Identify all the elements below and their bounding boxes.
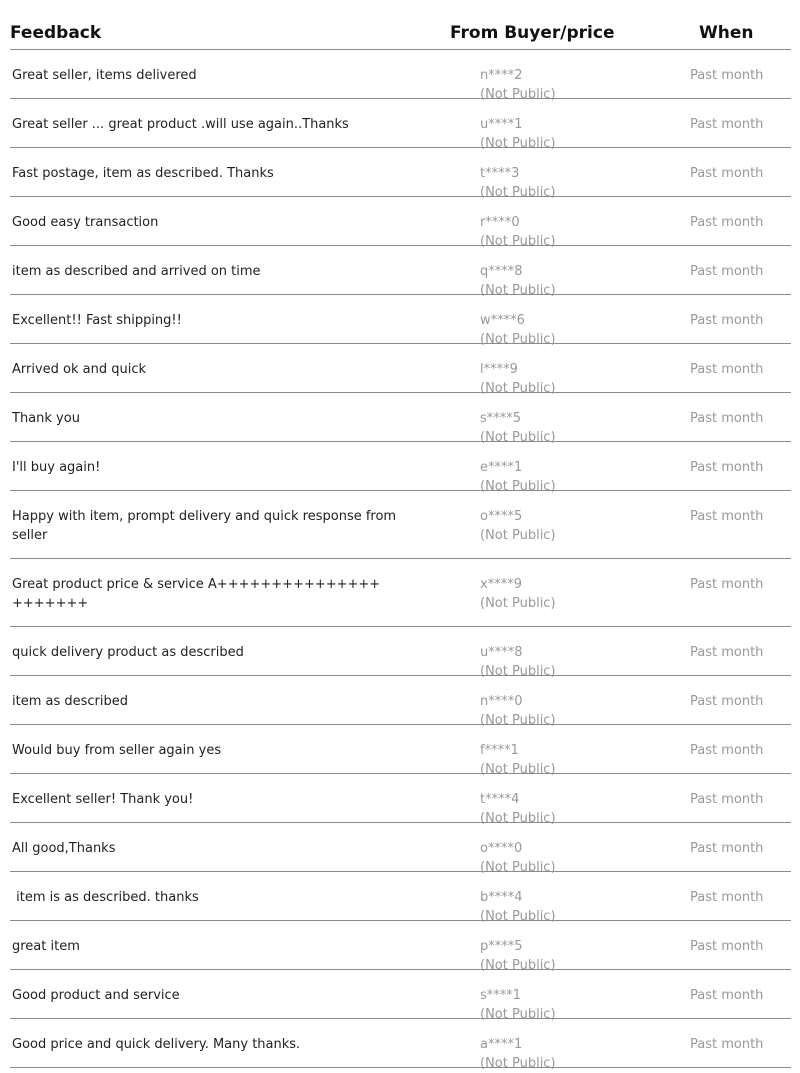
price-not-public: (Not Public): [480, 234, 556, 249]
price-not-public: (Not Public): [480, 381, 556, 396]
when-text: Past month: [690, 1037, 764, 1052]
price-not-public: (Not Public): [480, 909, 556, 924]
feedback-text: Great seller ... great product .will use again..Thanks: [12, 117, 349, 132]
buyer-id: q****8: [480, 264, 523, 279]
table-row: [10, 148, 791, 200]
table-row: [10, 823, 791, 875]
buyer-id: s****5: [480, 411, 522, 426]
feedback-text: Excellent!! Fast shipping!!: [12, 313, 182, 328]
feedback-text: quick delivery product as described: [12, 645, 244, 660]
when-text: Past month: [690, 890, 764, 905]
price-not-public: (Not Public): [480, 762, 556, 777]
from-buyer-column-header: From Buyer/price: [450, 23, 615, 43]
buyer-id: u****8: [480, 645, 523, 660]
buyer-id: t****4: [480, 792, 520, 807]
when-text: Past month: [690, 645, 764, 660]
table-row: [10, 559, 791, 627]
when-text: Past month: [690, 68, 764, 83]
table-row: [10, 627, 791, 679]
when-text: Past month: [690, 313, 764, 328]
table-row: [10, 344, 791, 396]
table-row: [10, 872, 791, 924]
price-not-public: (Not Public): [480, 860, 556, 875]
price-not-public: (Not Public): [480, 479, 556, 494]
feedback-text: Good price and quick delivery. Many thanks.: [12, 1037, 301, 1052]
price-not-public: (Not Public): [480, 596, 556, 611]
price-not-public: (Not Public): [480, 713, 556, 728]
buyer-id: a****1: [480, 1037, 523, 1052]
feedback-table: [10, 0, 791, 1071]
table-row: [10, 1019, 791, 1071]
buyer-id: x****9: [480, 577, 522, 592]
price-not-public: (Not Public): [480, 87, 556, 102]
feedback-text: Good easy transaction: [12, 215, 159, 230]
table-row: [10, 442, 791, 494]
when-text: Past month: [690, 215, 764, 230]
feedback-text: great item: [12, 939, 80, 954]
feedback-text: item as described: [12, 694, 129, 709]
price-not-public: (Not Public): [480, 1007, 556, 1022]
feedback-text: item is as described. thanks: [12, 890, 199, 905]
when-text: Past month: [690, 841, 764, 856]
table-row: [10, 50, 791, 102]
price-not-public: (Not Public): [480, 1056, 556, 1071]
buyer-id: o****0: [480, 841, 523, 856]
feedback-text: All good,Thanks: [12, 841, 116, 856]
table-row: [10, 246, 791, 298]
when-text: Past month: [690, 264, 764, 279]
when-text: Past month: [690, 362, 764, 377]
when-text: Past month: [690, 460, 764, 475]
feedback-text: Great seller, items delivered: [12, 68, 197, 83]
price-not-public: (Not Public): [480, 664, 556, 679]
when-column-header: When: [699, 23, 754, 43]
when-text: Past month: [690, 939, 764, 954]
feedback-text: item as described and arrived on time: [12, 264, 261, 279]
table-row: [10, 725, 791, 777]
feedback-text: Would buy from seller again yes: [12, 743, 222, 758]
buyer-id: f****1: [480, 743, 519, 758]
when-text: Past month: [690, 577, 764, 592]
buyer-id: n****2: [480, 68, 523, 83]
when-text: Past month: [690, 743, 764, 758]
feedback-text: Thank you: [12, 411, 80, 426]
buyer-cell: [480, 1035, 556, 1073]
price-not-public: (Not Public): [480, 283, 556, 298]
buyer-id: l****9: [480, 362, 518, 377]
feedback-column-header: Feedback: [10, 23, 102, 43]
feedback-text: Arrived ok and quick: [12, 362, 147, 377]
when-text: Past month: [690, 117, 764, 132]
price-not-public: (Not Public): [480, 136, 556, 151]
buyer-id: e****1: [480, 460, 523, 475]
buyer-cell: [480, 507, 556, 545]
table-row: [10, 921, 791, 973]
buyer-id: p****5: [480, 939, 523, 954]
price-not-public: (Not Public): [480, 332, 556, 347]
feedback-text: I'll buy again!: [12, 460, 101, 475]
price-not-public: (Not Public): [480, 528, 556, 543]
buyer-id: r****0: [480, 215, 520, 230]
feedback-text: Happy with item, prompt delivery and quick response from seller: [12, 509, 401, 543]
when-text: Past month: [690, 166, 764, 181]
buyer-id: o****5: [480, 509, 523, 524]
when-text: Past month: [690, 694, 764, 709]
buyer-cell: [480, 575, 556, 613]
price-not-public: (Not Public): [480, 811, 556, 826]
when-text: Past month: [690, 411, 764, 426]
feedback-text: Excellent seller! Thank you!: [12, 792, 194, 807]
price-not-public: (Not Public): [480, 958, 556, 973]
table-row: [10, 393, 791, 445]
table-row: [10, 676, 791, 728]
buyer-id: b****4: [480, 890, 523, 905]
buyer-id: n****0: [480, 694, 523, 709]
price-not-public: (Not Public): [480, 185, 556, 200]
table-row: [10, 774, 791, 826]
feedback-text: Good product and service: [12, 988, 180, 1003]
table-header: [10, 0, 791, 50]
table-row: [10, 970, 791, 1022]
buyer-id: s****1: [480, 988, 522, 1003]
buyer-id: w****6: [480, 313, 525, 328]
when-text: Past month: [690, 509, 764, 524]
table-row: [10, 491, 791, 559]
feedback-text: Fast postage, item as described. Thanks: [12, 166, 274, 181]
when-text: Past month: [690, 792, 764, 807]
buyer-id: u****1: [480, 117, 523, 132]
table-row: [10, 295, 791, 347]
table-row: [10, 99, 791, 151]
feedback-text: Great product price & service A+++++++++++++++ +++++++: [12, 577, 385, 611]
table-row: [10, 197, 791, 249]
price-not-public: (Not Public): [480, 430, 556, 445]
when-text: Past month: [690, 988, 764, 1003]
buyer-id: t****3: [480, 166, 520, 181]
